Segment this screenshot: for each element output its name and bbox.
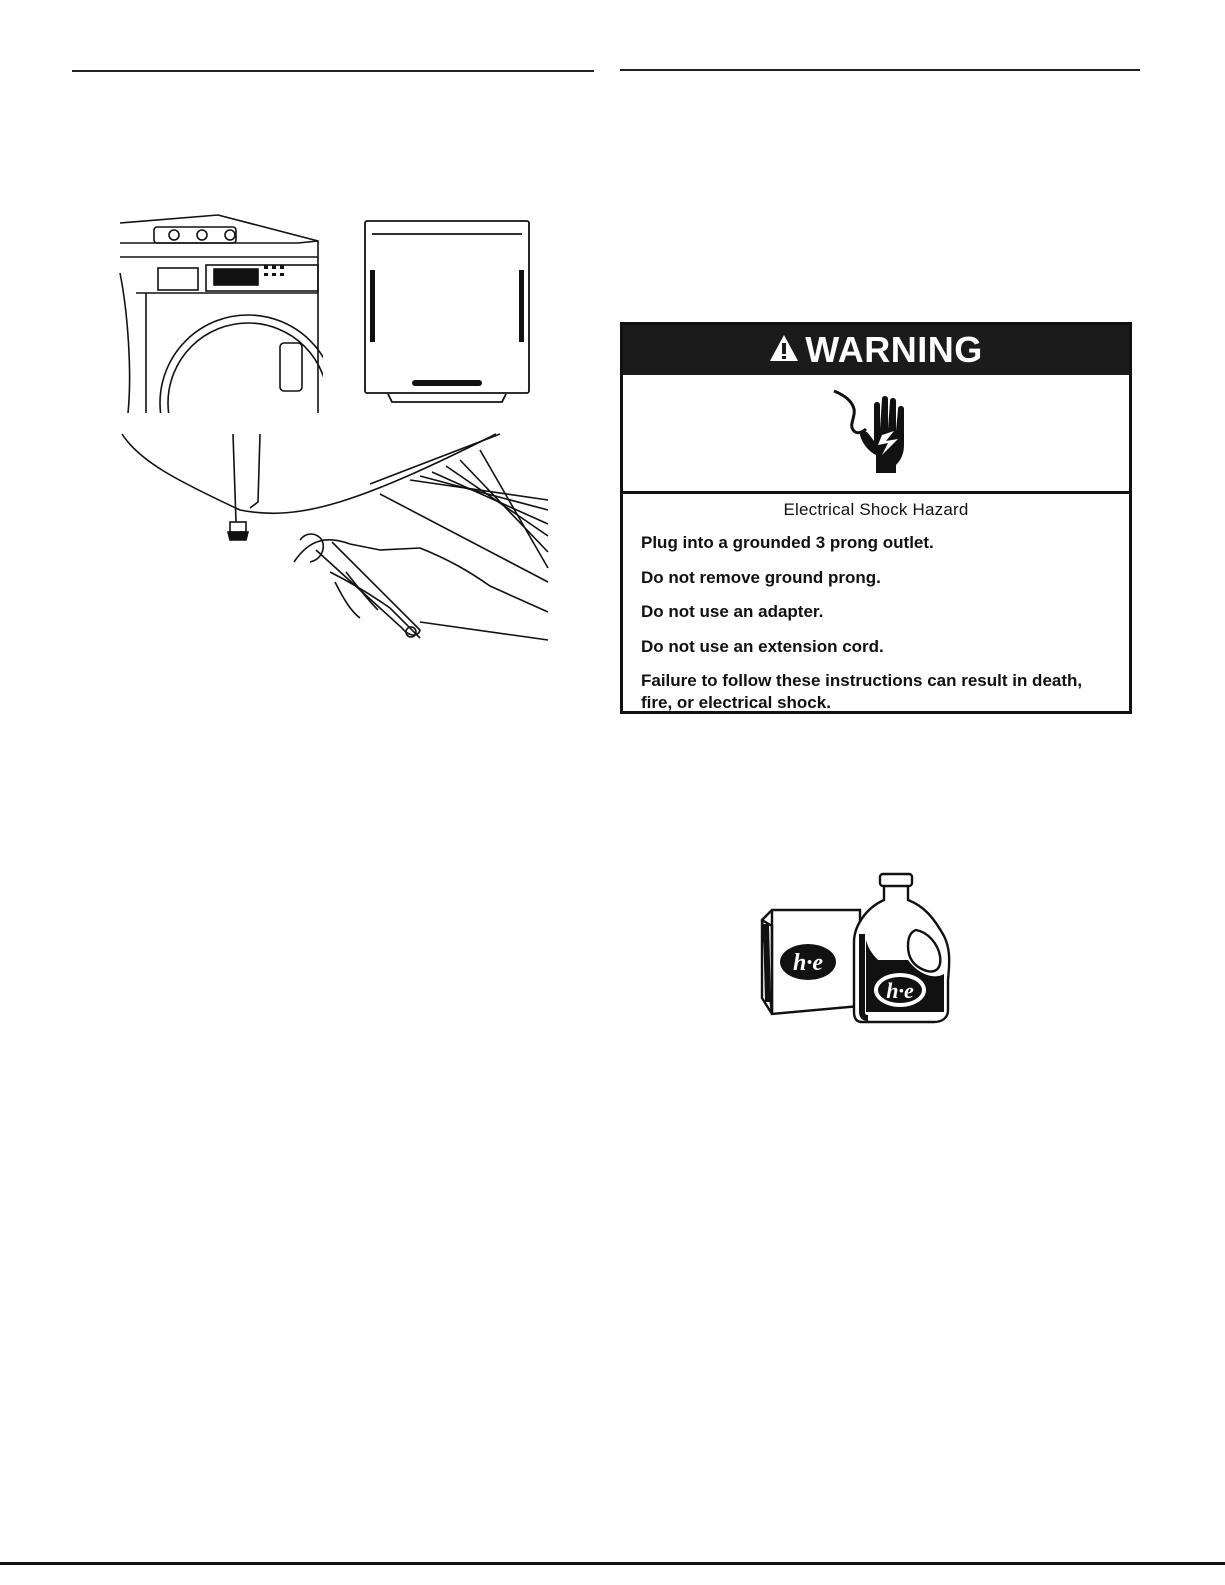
- instruction-item: Failure to follow these instructions can result in death, fire, or electrical shock.: [641, 671, 1083, 712]
- instruction-item: Do not remove ground prong.: [641, 567, 881, 587]
- leveling-foot-wrench-illustration: [120, 432, 550, 647]
- electric-shock-hand-icon: [830, 385, 922, 482]
- dryer-panel-illustration: [362, 218, 532, 406]
- hazard-title: Electrical Shock Hazard: [783, 500, 969, 519]
- electrical-warning-box: [620, 322, 1132, 714]
- warning-header: [623, 325, 1129, 375]
- warning-icon-area: [623, 375, 1129, 494]
- page-bottom-rule: [0, 1562, 1225, 1565]
- he-logo-box: h·e: [793, 950, 823, 976]
- dryer-front-illustration: [118, 213, 323, 413]
- warning-header-label: WARNING: [805, 329, 983, 370]
- instruction-item: Plug into a grounded 3 prong outlet.: [641, 533, 934, 552]
- he-logo-bottle: h·e: [886, 978, 914, 1003]
- warning-body: [623, 494, 1129, 714]
- left-column-top-rule: [72, 70, 594, 72]
- instruction-item: Do not use an extension cord.: [641, 636, 884, 656]
- he-detergent-icon: [758, 870, 954, 1024]
- warning-triangle-icon: [769, 329, 799, 371]
- instruction-item: Do not use an adapter.: [641, 602, 824, 621]
- right-column-top-rule: [620, 69, 1140, 71]
